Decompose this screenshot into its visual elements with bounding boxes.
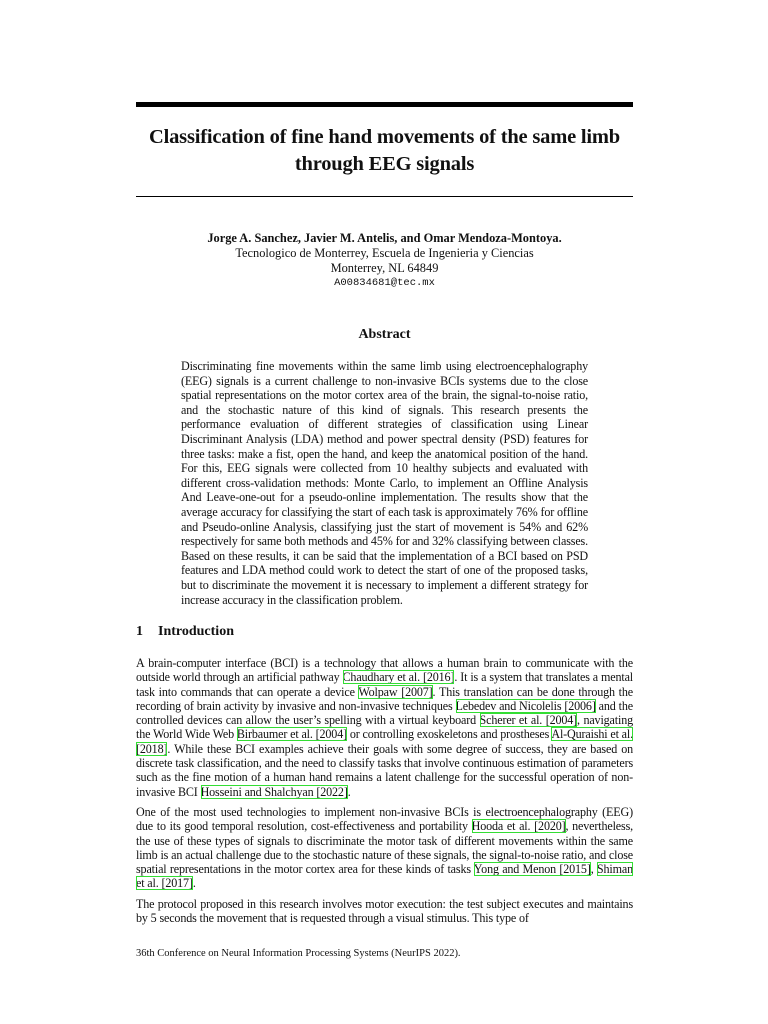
citation-link[interactable]: Birbaumer et al. [2004] [236,727,347,742]
citation-link[interactable]: Scherer et al. [2004] [479,713,578,728]
author-names: Jorge A. Sanchez, Javier M. Antelis, and Omar Mendoza-Montoya. [207,231,562,245]
intro-paragraph-1 [136,656,633,799]
section-number: 1 [136,624,143,639]
abstract-text: Discriminating fine movements within the same limb using electroencephalography (EEG) signals is a current challenge to non-invasive BCIs systems due to the close spatial representations on the motor cortex area of the brain, the signal-to-noise ratio, and the stochastic nature of this kind of signals. This research presents the performance evaluation of different strategies of classification using Linear Discriminant Analysis (LDA) method and power spectral density (PSD) features for three tasks: make a fist, open the hand, and keep the anatomical position of the hand. For this, EEG signals were collected from 10 healthy subjects and evaluated with different cross-validation methods: Monte Carlo, to implement an Offline Analysis And Leave-one-out for a pseudo-online implementation. The results show that the average accuracy for classifying the start of each task is approximately 76% for offline and Pseudo-online Analysis, classifying just the start of movement is 54% and 62% respectively for same both methods and 45% for and 32% classifying between classes. Based on these results, it can be said that the implementation of a BCI based on PSD features and LDA method could work to detect the start of one of the proposed tasks, but to discriminate the movement it is necessary to implement a different strategy for increase accuracy in the classification problem. [181,359,588,607]
intro-paragraph-2 [136,805,633,891]
section-heading [136,623,234,641]
intro-text: . [192,876,196,891]
citation-link[interactable]: Shiman et al. [2017] [136,862,633,891]
author-affiliation: Tecnologico de Monterrey, Escuela de Ingenieria y Ciencias [235,246,534,260]
intro-text: . It is a system that translates a mental task into commands that can operate a device [136,670,634,699]
intro-text: , [590,862,597,877]
title-bottom-rule [136,196,633,197]
introduction-body [136,656,633,931]
intro-text: or controlling exoskeletons and prostheses [346,727,552,742]
intro-text: A brain-computer interface (BCI) is a technology that allows a human brain to communicate with the outside world through an artificial pathway [136,656,633,685]
intro-text: , nevertheless, the use of these types of signals to discriminate the motor task of different movements within the same limb is an actual challenge due to the stochastic nature of these signals, the signal-to-noise ratio, and close spatial representations in the motor cortex area for these kinds of tasks [136,819,634,877]
section-title: Introduction [158,624,234,639]
intro-text: , navigating the World Wide Web [136,713,633,742]
author-email: A00834681@tec.mx [334,277,435,289]
intro-text: . This translation can be done through the recording of brain activity by invasive and non-invasive techniques [136,684,633,713]
citation-link[interactable]: Lebedev and Nicolelis [2006] [455,698,596,713]
author-block [136,231,633,291]
intro-text: . While these BCI examples achieve their goals with some degree of success, they are based on discrete task classification, and the need to classify tasks that involve continuous estimation of parameters such as the fine motion of a human hand remains a latent challenge for the successful operation of non-invasive BCI [136,741,633,799]
intro-text: One of the most used technologies to implement non-invasive BCIs is electroencephalography (EEG) due to its good temporal resolution, cost-effectiveness and portability [136,804,633,834]
citation-link[interactable]: Hooda et al. [2020] [471,819,566,834]
author-location: Monterrey, NL 64849 [330,261,439,275]
intro-paragraph-3: The protocol proposed in this research involves motor execution: the test subject executes and maintains by 5 seconds the movement that is requested through a visual stimulus. This type of [136,896,633,926]
title-top-rule [136,102,633,107]
intro-text: . [347,784,351,799]
conference-footer: 36th Conference on Neural Information Processing Systems (NeurIPS 2022). [136,948,461,959]
abstract-heading: Abstract [358,327,411,342]
citation-link[interactable]: Hosseini and Shalchyan [2022] [200,784,348,799]
citation-link[interactable]: Al-Quraishi et al. [2018] [136,727,633,756]
paper-title: Classification of fine hand movements of the same limb through EEG signals [149,126,620,175]
citation-link[interactable]: Yong and Menon [2015] [473,862,591,877]
citation-link[interactable]: Chaudhary et al. [2016] [342,670,455,685]
intro-text: and the controlled devices can allow the user’s spelling with a virtual keyboard [136,698,633,728]
citation-link[interactable]: Wolpaw [2007] [358,684,433,699]
